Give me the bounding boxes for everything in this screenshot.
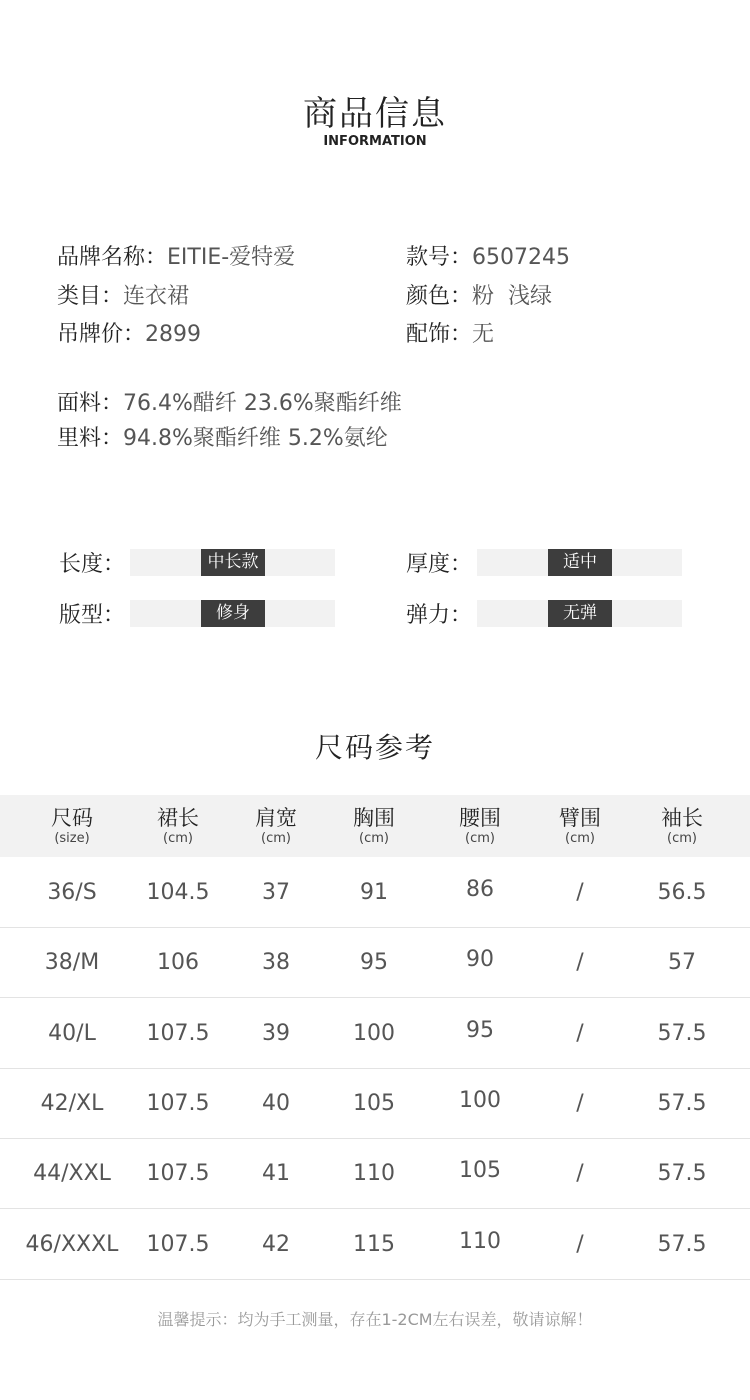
arm-cell: / xyxy=(576,1231,584,1257)
size-cell: 44/XXL xyxy=(33,1161,111,1187)
length-chip: 中长款 xyxy=(201,549,265,576)
length-cell: 104.5 xyxy=(146,880,210,905)
category-row xyxy=(57,278,189,316)
style-no-row xyxy=(406,239,570,277)
arm-cell: / xyxy=(576,1020,584,1046)
fabric-label: 面料： xyxy=(57,391,124,416)
column-header xyxy=(525,795,635,847)
arm-cell: / xyxy=(576,880,584,905)
column-header-label: 裙长 xyxy=(157,806,199,830)
column-header-label: 腰围 xyxy=(459,806,501,830)
column-header-unit: (cm) xyxy=(465,831,495,846)
bust-cell: 100 xyxy=(353,1020,395,1046)
sleeve-cell: 57 xyxy=(668,950,696,976)
lining-value: 94.8%聚酯纤维 5.2%氨纶 xyxy=(123,426,388,451)
column-header-unit: (cm) xyxy=(667,831,697,846)
column-header xyxy=(123,795,233,847)
style-no-value: 6507245 xyxy=(472,245,570,270)
shoulder-cell: 38 xyxy=(262,950,290,976)
bust-cell: 110 xyxy=(353,1161,395,1187)
tag-price-row xyxy=(57,316,201,354)
thickness-chip: 适中 xyxy=(548,549,612,576)
stretch-label: 弹力： xyxy=(406,603,473,628)
page-title: 商品信息 xyxy=(303,94,447,134)
accessory-value: 无 xyxy=(472,322,495,347)
color-value: 粉 浅绿 xyxy=(472,284,553,309)
category-value: 连衣裙 xyxy=(123,284,190,309)
waist-cell: 86 xyxy=(466,877,494,902)
arm-cell: / xyxy=(576,1090,584,1116)
fabric-row xyxy=(57,385,402,423)
stretch-chip: 无弹 xyxy=(548,600,612,627)
category-label: 类目： xyxy=(57,284,124,309)
table-row xyxy=(0,858,750,928)
shoulder-cell: 40 xyxy=(262,1090,290,1116)
bust-cell: 115 xyxy=(353,1231,395,1257)
size-chart-title: 尺码参考 xyxy=(314,731,435,764)
column-header-label: 胸围 xyxy=(353,806,395,830)
sleeve-cell: 57.5 xyxy=(657,1020,707,1046)
column-header-unit: (cm) xyxy=(163,831,193,846)
column-header xyxy=(17,795,127,847)
bust-cell: 105 xyxy=(353,1090,395,1116)
column-header-label: 袖长 xyxy=(661,806,703,830)
color-row xyxy=(406,278,552,316)
length-label: 长度： xyxy=(59,552,126,577)
size-cell: 42/XL xyxy=(40,1090,104,1116)
style-no-label: 款号： xyxy=(406,245,473,270)
length-cell: 107.5 xyxy=(146,1231,210,1257)
column-header xyxy=(425,795,535,847)
column-header xyxy=(319,795,429,847)
sleeve-cell: 57.5 xyxy=(657,1090,707,1116)
fit-label: 版型： xyxy=(59,603,126,628)
accessory-row xyxy=(406,316,494,354)
size-cell: 38/M xyxy=(44,950,100,976)
table-row xyxy=(0,1210,750,1280)
fit-chip: 修身 xyxy=(201,600,265,627)
waist-cell: 105 xyxy=(459,1158,501,1184)
column-header-unit: (cm) xyxy=(359,831,389,846)
brand-value: EITIE-爱特爱 xyxy=(167,245,296,270)
column-header-label: 臂围 xyxy=(559,806,601,830)
waist-cell: 110 xyxy=(459,1228,501,1254)
size-cell: 36/S xyxy=(47,880,97,905)
table-row xyxy=(0,999,750,1069)
table-row xyxy=(0,928,750,998)
column-header xyxy=(627,795,737,847)
bust-cell: 91 xyxy=(360,880,388,905)
length-cell: 106 xyxy=(157,950,199,976)
column-header-unit: (cm) xyxy=(261,831,291,846)
lining-label: 里料： xyxy=(57,426,124,451)
column-header-label: 尺码 xyxy=(51,806,93,830)
waist-cell: 95 xyxy=(466,1017,494,1043)
tag-price-value: 2899 xyxy=(145,322,202,347)
brand-label: 品牌名称： xyxy=(57,245,168,270)
brand-row xyxy=(57,239,295,277)
color-label: 颜色： xyxy=(406,284,473,309)
size-cell: 46/XXXL xyxy=(25,1231,119,1257)
arm-cell: / xyxy=(576,1161,584,1187)
lining-row xyxy=(57,420,388,458)
size-cell: 40/L xyxy=(48,1020,96,1046)
tag-price-label: 吊牌价： xyxy=(57,322,146,347)
column-header xyxy=(221,795,331,847)
thickness-label: 厚度： xyxy=(406,552,473,577)
page-subtitle: INFORMATION xyxy=(323,134,427,149)
sleeve-cell: 57.5 xyxy=(657,1161,707,1187)
fabric-value: 76.4%醋纤 23.6%聚酯纤维 xyxy=(123,391,402,416)
length-cell: 107.5 xyxy=(146,1161,210,1187)
waist-cell: 90 xyxy=(466,947,494,973)
shoulder-cell: 39 xyxy=(262,1020,290,1046)
column-header-unit: (cm) xyxy=(565,831,595,846)
waist-cell: 100 xyxy=(459,1087,501,1113)
sleeve-cell: 57.5 xyxy=(657,1231,707,1257)
table-row xyxy=(0,1139,750,1209)
column-header-unit: (size) xyxy=(54,831,90,846)
accessory-label: 配饰： xyxy=(406,322,473,347)
shoulder-cell: 42 xyxy=(262,1231,290,1257)
arm-cell: / xyxy=(576,950,584,976)
measurement-note: 温馨提示：均为手工测量，存在1-2CM左右误差，敬请谅解！ xyxy=(157,1310,593,1329)
length-cell: 107.5 xyxy=(146,1090,210,1116)
shoulder-cell: 37 xyxy=(262,880,290,905)
table-row xyxy=(0,1069,750,1139)
size-table-header xyxy=(0,795,750,857)
column-header-label: 肩宽 xyxy=(255,806,297,830)
shoulder-cell: 41 xyxy=(262,1161,290,1187)
length-cell: 107.5 xyxy=(146,1020,210,1046)
sleeve-cell: 56.5 xyxy=(657,880,707,905)
bust-cell: 95 xyxy=(360,950,388,976)
